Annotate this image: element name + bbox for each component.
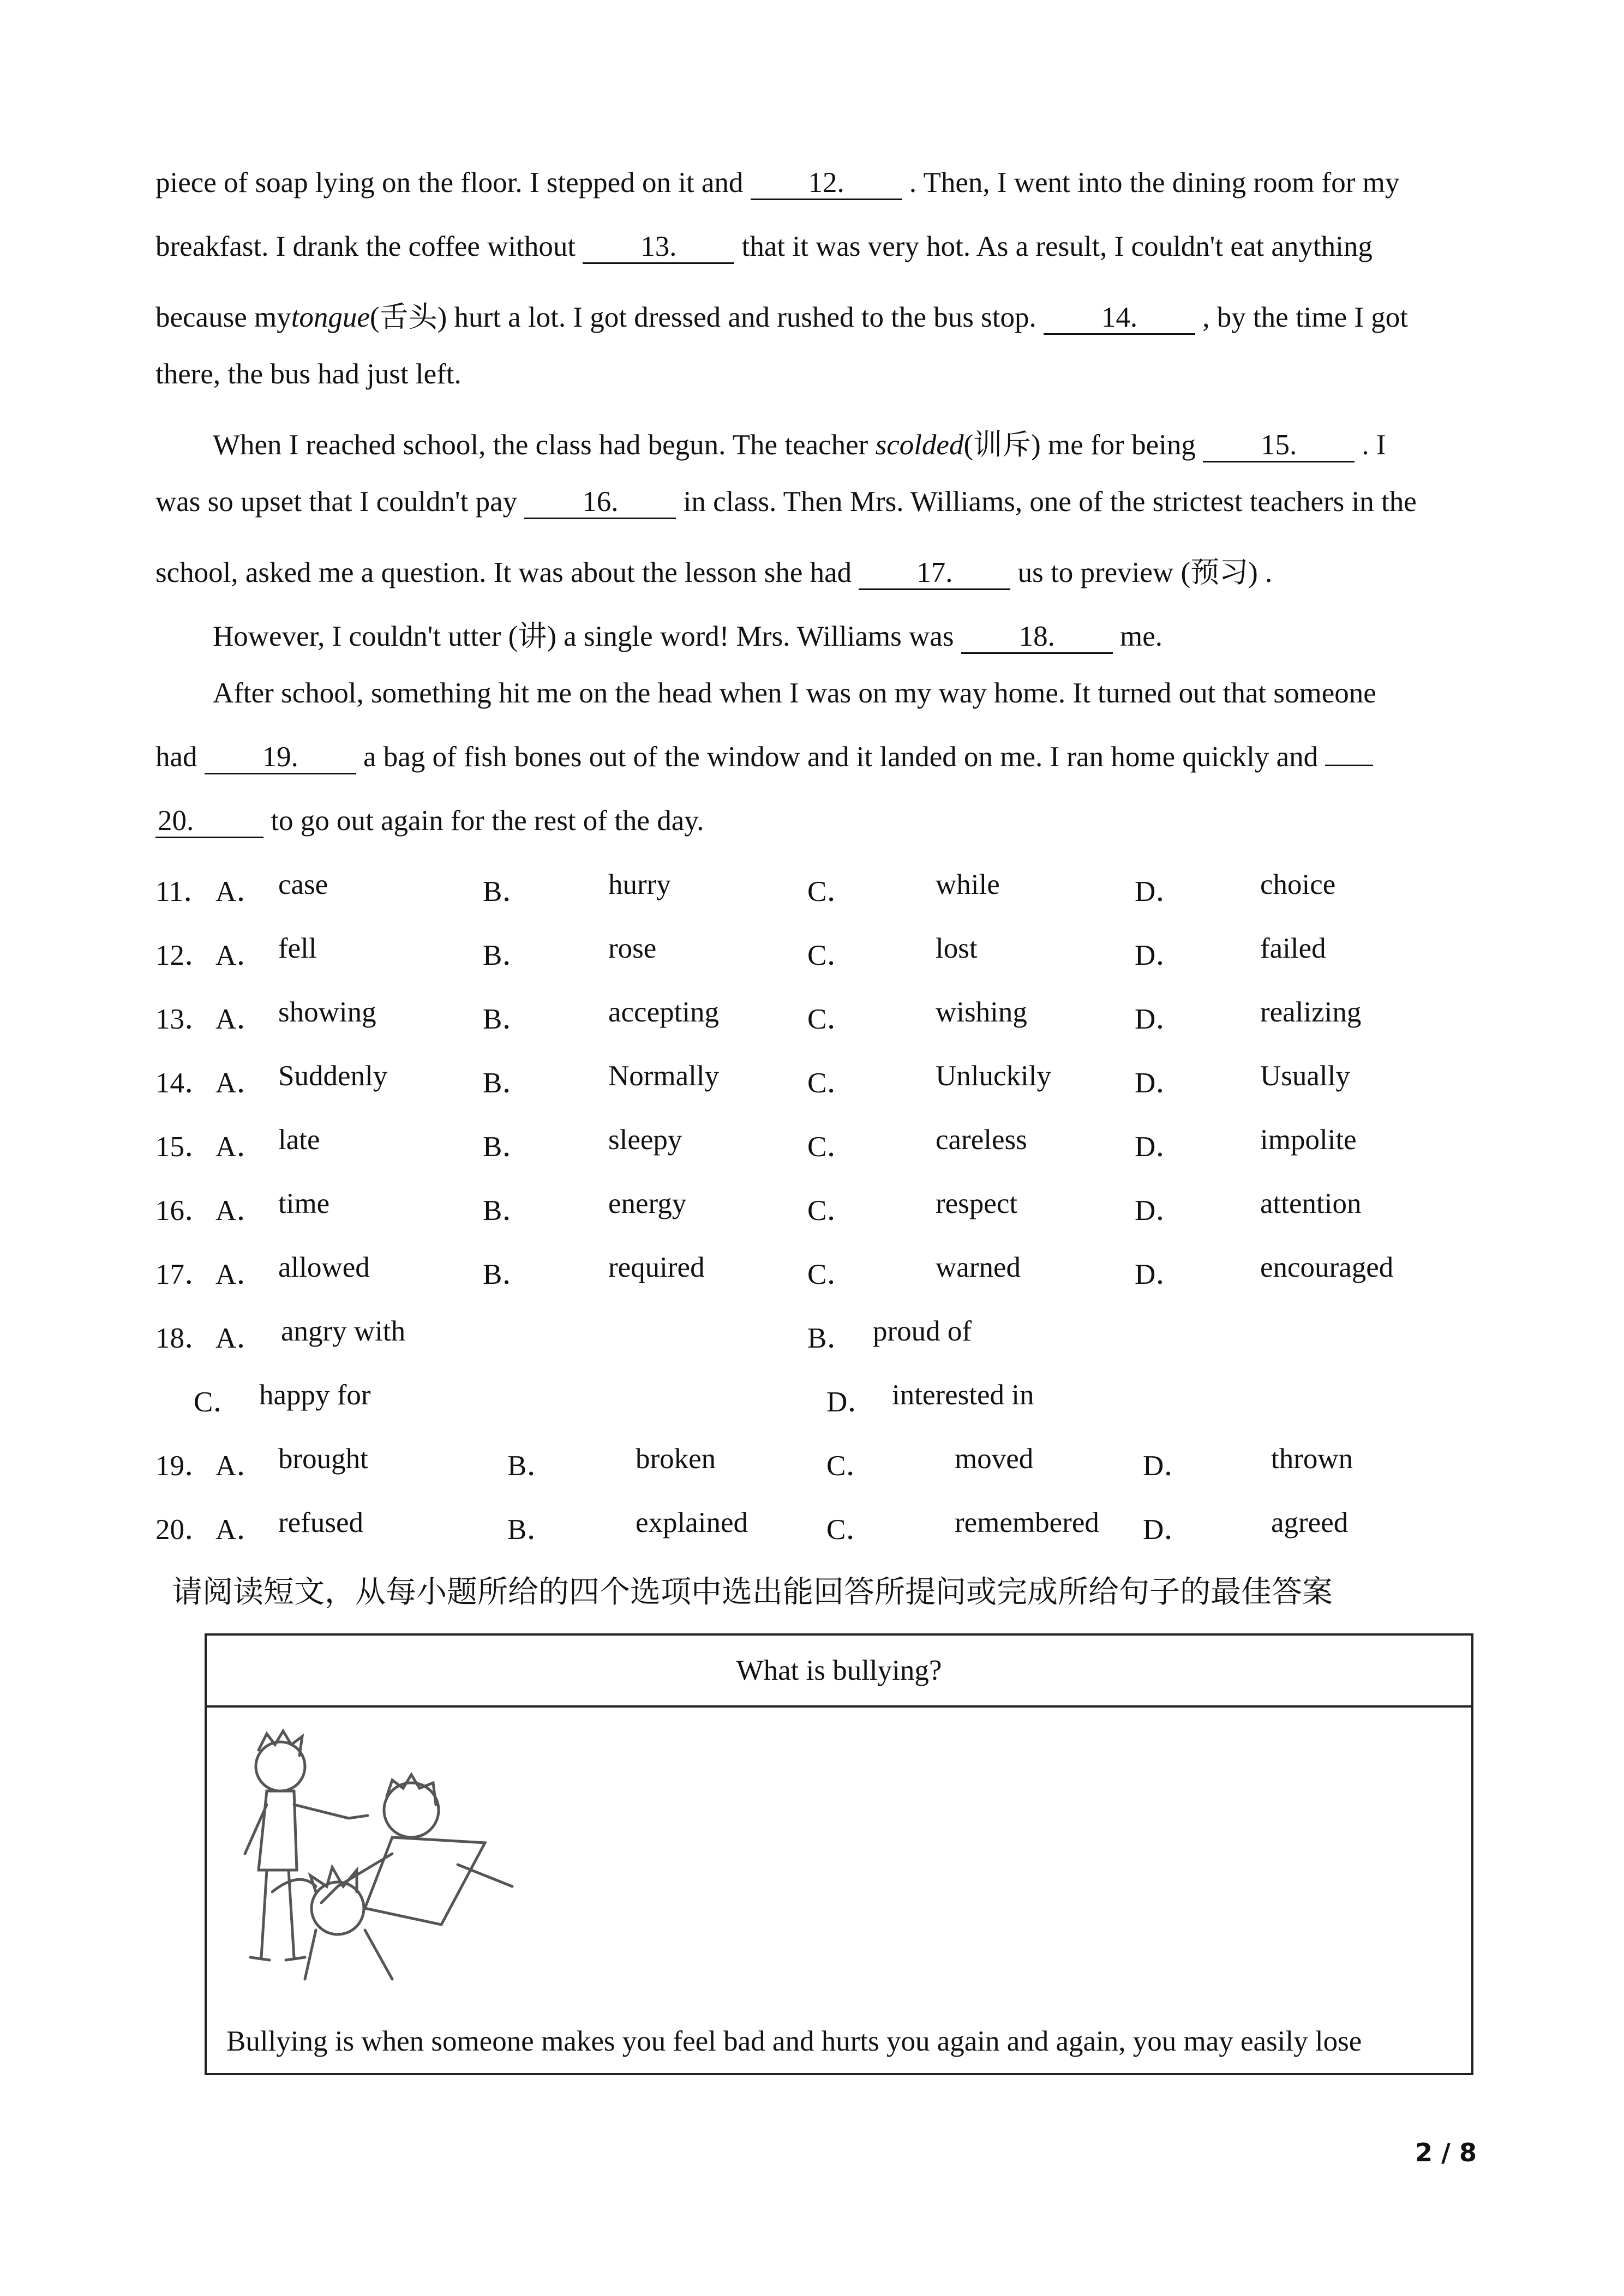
option-letter: D． (1135, 1195, 1185, 1227)
option-letter: B． (483, 1131, 531, 1163)
section-instruction: 请阅读短文，从每小题所给的四个选项中选出能回答所提问或完成所给句子的最佳答案 (172, 1574, 1333, 1610)
blank-15: 15. (1203, 429, 1355, 462)
option-text: Suddenly (278, 1060, 388, 1092)
option-letter: A． (215, 1323, 266, 1354)
option-text: wishing (936, 996, 1027, 1028)
blank-16: 16. (524, 486, 676, 519)
option-text: fell (278, 933, 317, 964)
question-number: 19． (155, 1450, 213, 1482)
blank-14: 14. (1044, 302, 1195, 335)
page-number: 2 / 8 (1415, 2138, 1477, 2167)
option-letter: B． (483, 1195, 531, 1227)
question-number: 11． (155, 876, 213, 907)
option-text: time (278, 1188, 330, 1219)
option-text: rose (608, 933, 657, 964)
option-text: while (936, 869, 1000, 900)
blank-13: 13. (583, 231, 734, 264)
question-number: 18． (155, 1323, 213, 1354)
option-letter: D． (826, 1386, 877, 1418)
option-letter: C． (807, 1003, 856, 1035)
box-title: What is bullying? (207, 1636, 1471, 1708)
option-letter: B． (483, 1259, 531, 1290)
passage-line: piece of soap lying on the floor. I stepped on it and 12. . Then, I went into the dining room for my (155, 166, 1399, 200)
passage-line: there, the bus had just left. (155, 358, 462, 390)
option-text: failed (1260, 933, 1326, 964)
option-letter: D． (1135, 1067, 1185, 1099)
option-letter: D． (1143, 1514, 1193, 1546)
blank-20-start (1325, 765, 1373, 766)
question-number: 20． (155, 1514, 213, 1546)
option-text: sleepy (608, 1124, 682, 1156)
blank-20: 20. (155, 805, 263, 838)
option-text: impolite (1260, 1124, 1357, 1156)
reading-box (205, 1633, 1473, 2075)
passage-line: However, I couldn't utter (讲) a single word! Mrs. Williams was 18. me. (213, 613, 1162, 654)
option-text: lost (936, 933, 978, 964)
option-text: agreed (1271, 1507, 1349, 1538)
option-letter: B． (507, 1514, 556, 1546)
option-letter: C． (807, 940, 856, 971)
option-letter: A． (215, 1195, 266, 1227)
option-letter: A． (215, 1450, 266, 1482)
question-number: 14． (155, 1067, 213, 1099)
question-number: 13． (155, 1003, 213, 1035)
passage-line: breakfast. I drank the coffee without 13. that it was very hot. As a result, I couldn't eat anything (155, 230, 1373, 264)
option-letter: A． (215, 1067, 266, 1099)
option-letter: B． (483, 876, 531, 907)
passage-line: was so upset that I couldn't pay 16. in class. Then Mrs. Williams, one of the strictest teachers in the (155, 485, 1417, 519)
blank-18: 18. (961, 621, 1113, 654)
option-letter: D． (1135, 1003, 1185, 1035)
passage-line: After school, something hit me on the head when I was on my way home. It turned out that someone (213, 677, 1376, 709)
option-letter: A． (215, 1259, 266, 1290)
option-text: attention (1260, 1188, 1362, 1219)
option-letter: A． (215, 940, 266, 971)
option-text: broken (636, 1443, 716, 1475)
option-text: energy (608, 1188, 687, 1219)
option-letter: A． (215, 876, 266, 907)
option-text: case (278, 869, 328, 900)
question-number: 12． (155, 940, 213, 971)
option-letter: B． (483, 940, 531, 971)
option-letter: C． (194, 1386, 242, 1418)
blank-19: 19. (205, 741, 356, 774)
passage-line: When I reached school, the class had begun. The teacher scolded(训斥) me for being 15. . I (213, 422, 1386, 463)
option-text: Unluckily (936, 1060, 1051, 1092)
option-letter: C． (826, 1450, 875, 1482)
option-text: happy for (259, 1379, 371, 1411)
option-letter: A． (215, 1514, 266, 1546)
blank-17: 17. (859, 557, 1010, 590)
option-text: respect (936, 1188, 1018, 1219)
option-letter: C． (807, 1067, 856, 1099)
passage-line: 20. to go out again for the rest of the day. (155, 804, 704, 838)
option-text: moved (955, 1443, 1034, 1475)
option-letter: A． (215, 1003, 266, 1035)
option-text: remembered (955, 1507, 1099, 1538)
option-text: refused (278, 1507, 363, 1538)
option-text: interested in (892, 1379, 1034, 1411)
option-text: accepting (608, 996, 720, 1028)
option-text: realizing (1260, 996, 1362, 1028)
option-letter: C． (826, 1514, 875, 1546)
question-number: 17． (155, 1259, 213, 1290)
option-text: showing (278, 996, 376, 1028)
passage-line: because mytongue(舌头) hurt a lot. I got dressed and rushed to the bus stop. 14. , by the time I got (155, 294, 1408, 335)
blank-12: 12. (751, 167, 902, 200)
option-letter: C． (807, 1131, 856, 1163)
option-letter: D． (1135, 1259, 1185, 1290)
passage-line: school, asked me a question. It was about the lesson she had 17. us to preview (预习) . (155, 549, 1272, 591)
option-text: hurry (608, 869, 671, 900)
option-text: allowed (278, 1252, 370, 1283)
question-number: 16． (155, 1195, 213, 1227)
option-letter: B． (507, 1450, 556, 1482)
option-letter: C． (807, 876, 856, 907)
option-text: proud of (873, 1315, 972, 1347)
option-text: late (278, 1124, 320, 1156)
option-text: careless (936, 1124, 1027, 1156)
option-text: brought (278, 1443, 368, 1475)
passage-line: had 19. a bag of fish bones out of the window and it landed on me. I ran home quickly and (155, 741, 1373, 774)
option-text: choice (1260, 869, 1336, 900)
option-letter: C． (807, 1195, 856, 1227)
option-text: Usually (1260, 1060, 1350, 1092)
option-text: thrown (1271, 1443, 1353, 1475)
box-text: Bullying is when someone makes you feel bad and hurts you again and again, you may easily lose (226, 2025, 1362, 2057)
option-text: angry with (281, 1315, 406, 1347)
option-text: warned (936, 1252, 1021, 1283)
option-letter: A． (215, 1131, 266, 1163)
option-letter: D． (1135, 940, 1185, 971)
option-letter: D． (1135, 1131, 1185, 1163)
option-letter: B． (483, 1067, 531, 1099)
option-letter: D． (1135, 876, 1185, 907)
option-letter: B． (483, 1003, 531, 1035)
question-number: 15． (155, 1131, 213, 1163)
option-text: explained (636, 1507, 748, 1538)
option-letter: B． (807, 1323, 856, 1354)
bullying-illustration (229, 1728, 518, 1985)
option-text: Normally (608, 1060, 720, 1092)
option-letter: C． (807, 1259, 856, 1290)
option-letter: D． (1143, 1450, 1193, 1482)
option-text: encouraged (1260, 1252, 1394, 1283)
option-text: required (608, 1252, 705, 1283)
